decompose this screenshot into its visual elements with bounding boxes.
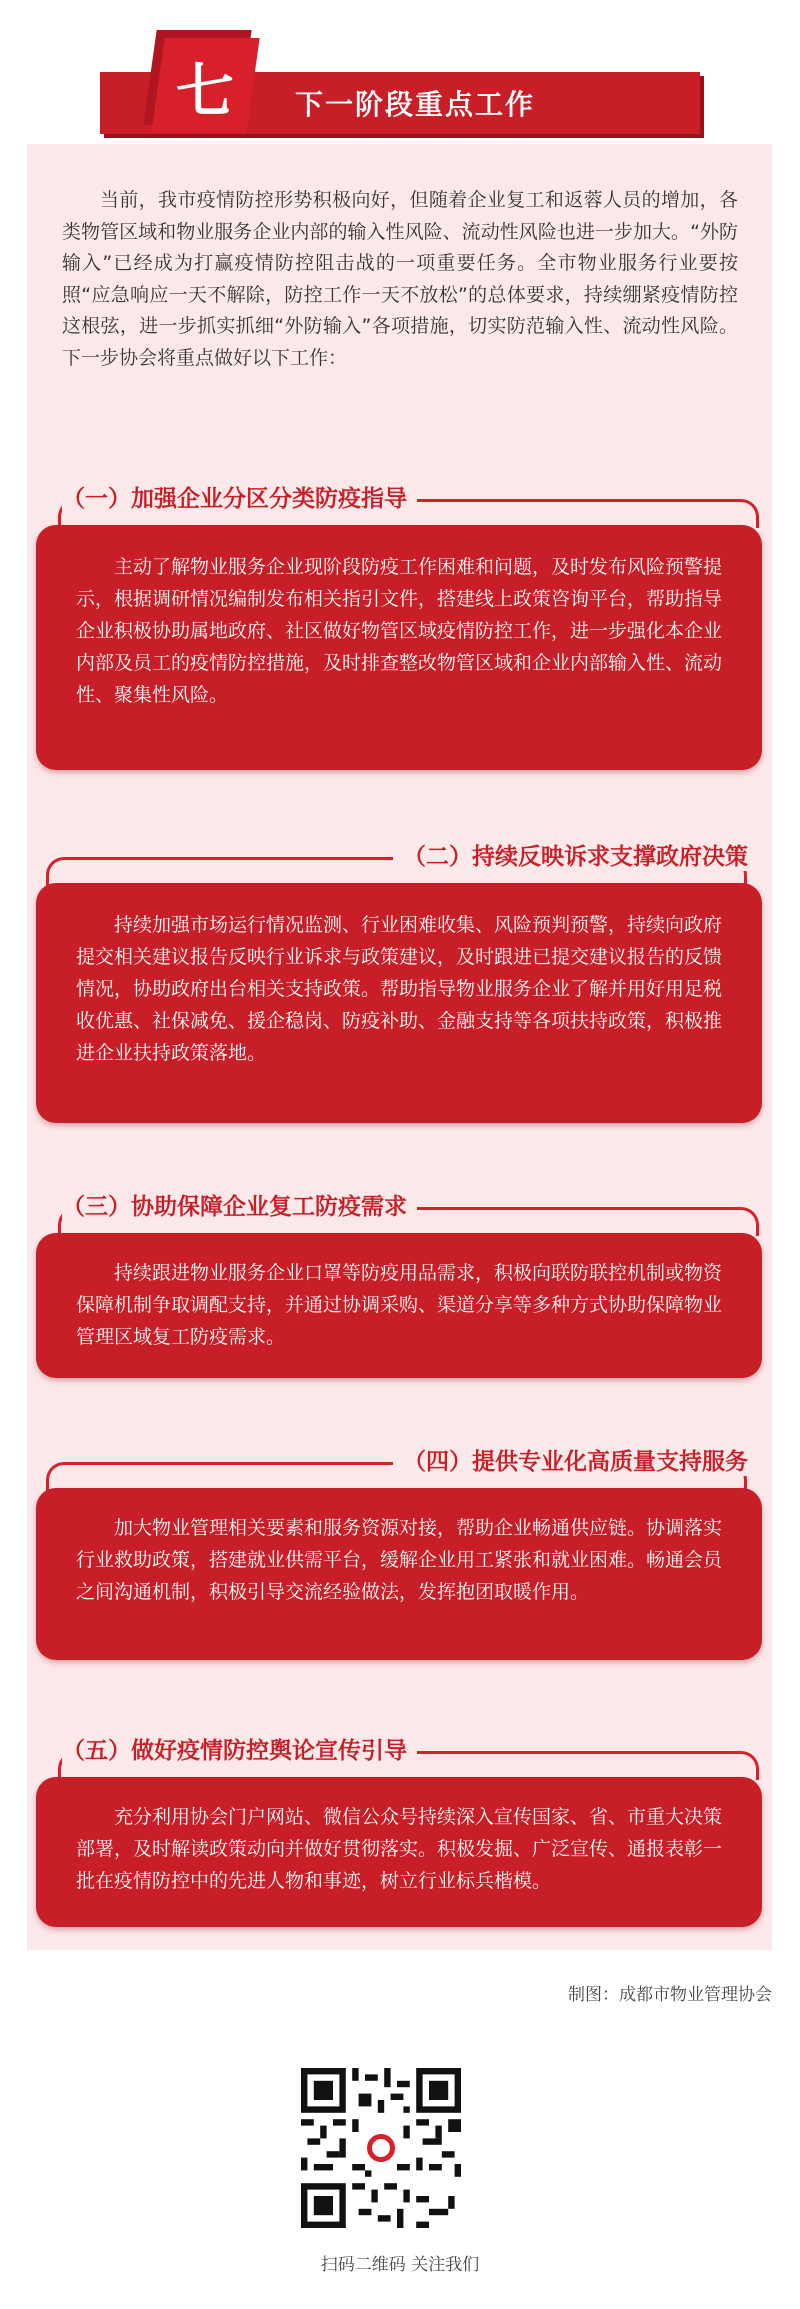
page-title: 下一阶段重点工作 <box>295 88 536 121</box>
section-2-box <box>36 883 762 1123</box>
section-3-body: 持续跟进物业服务企业口罩等防疫用品需求，积极向联防联控机制或物资保障机制争取调配支持，并通过协调采购、渠道分享等多种方式协助保障物业管理区域复工防疫需求。 <box>76 1262 723 1348</box>
section-5-heading: （五）做好疫情防控舆论宣传引导 <box>62 1732 417 1765</box>
section-2-heading: （二）持续反映诉求支撑政府决策 <box>393 838 748 871</box>
qr-code[interactable] <box>301 2068 461 2228</box>
section-3-heading: （三）协助保障企业复工防疫需求 <box>62 1188 417 1221</box>
badge-front <box>151 38 259 133</box>
intro-paragraph: 当前，我市疫情防控形势积极向好，但随着企业复工和返蓉人员的增加，各类物管区域和物业服务企业内部的输入性风险、流动性风险也进一步加大。“外防输入”已经成为打赢疫情防控阻击战的一项重要任务。全市物业服务行业要按照“应急响应一天不解除，防控工作一天不放松”的总体要求，持续绷紧疫情防控这根弦，进一步抓实抓细“外防输入”各项措施，切实防范输入性、流动性风险。下一步协会将重点做好以下工作： <box>62 189 738 369</box>
section-3-box <box>36 1233 762 1378</box>
section-2-body: 持续加强市场运行情况监测、行业困难收集、风险预判预警，持续向政府提交相关建议报告反映行业诉求与政策建议，及时跟进已提交建议报告的反馈情况，协助政府出台相关支持政策。帮助指导物业服务企业了解并用好用足税收优惠、社保减免、援企稳岗、防疫补助、金融支持等各项扶持政策，积极推进企业扶持政策落地。 <box>76 914 723 1064</box>
chapter-number: 七 <box>176 56 235 125</box>
chapter-number-badge <box>150 30 245 125</box>
section-5-box <box>36 1777 762 1927</box>
qr-logo-icon <box>361 2128 401 2168</box>
qr-caption: 扫码二维码 关注我们 <box>320 2255 480 2275</box>
section-1-box <box>36 525 762 770</box>
section-4-body: 加大物业管理相关要素和服务资源对接，帮助企业畅通供应链。协调落实行业救助政策，搭建就业供需平台，缓解企业用工紧张和就业困难。畅通会员之间沟通机制，积极引导交流经验做法，发挥抱团取暖作用。 <box>76 1517 723 1603</box>
section-5-body: 充分利用协会门户网站、微信公众号持续深入宣传国家、省、市重大决策部署，及时解读政策动向并做好贯彻落实。积极发掘、广泛宣传、通报表彰一批在疫情防控中的先进人物和事迹，树立行业标兵楷模。 <box>76 1806 723 1892</box>
section-4-box <box>36 1488 762 1660</box>
section-1-body: 主动了解物业服务企业现阶段防疫工作困难和问题，及时发布风险预警提示，根据调研情况编制发布相关指引文件，搭建线上政策咨询平台，帮助指导企业积极协助属地政府、社区做好物管区域疫情防控工作，进一步强化本企业内部及员工的疫情防控措施，及时排查整改物管区域和企业内部输入性、流动性、聚集性风险。 <box>76 556 723 706</box>
section-4-heading: （四）提供专业化高质量支持服务 <box>393 1443 748 1476</box>
credit-line: 制图：成都市物业管理协会 <box>568 1985 772 2005</box>
section-1-heading: （一）加强企业分区分类防疫指导 <box>62 480 417 513</box>
